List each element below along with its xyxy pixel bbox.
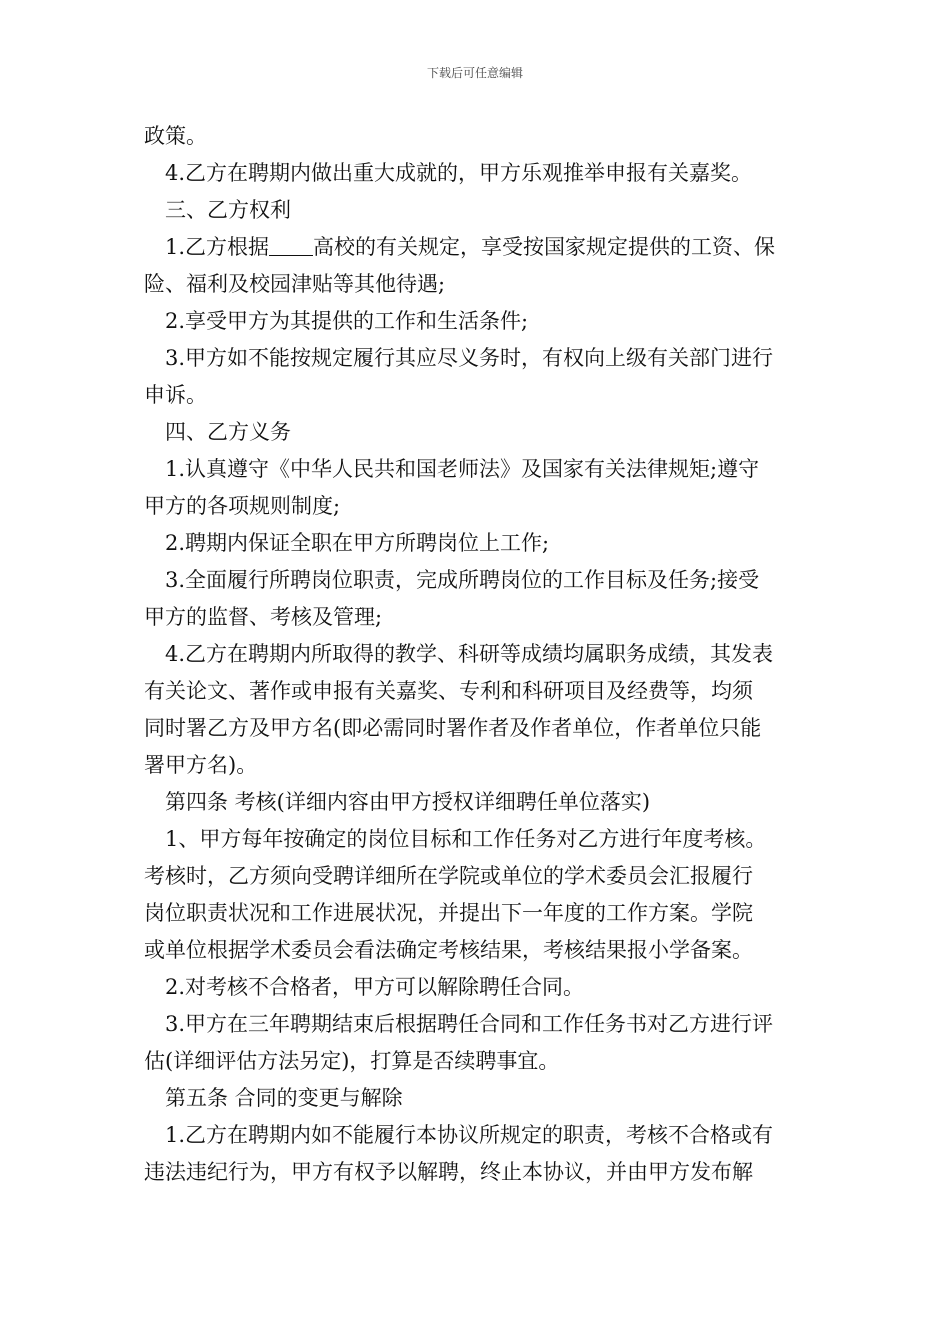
text-line: 2.享受甲方为其提供的工作和生活条件;: [165, 309, 529, 333]
text-line: 3.全面履行所聘岗位职责，完成所聘岗位的工作目标及任务;接受: [165, 568, 760, 592]
text-line: 申诉。: [144, 383, 207, 407]
text-line: 险、福利及校园津贴等其他待遇;: [144, 272, 446, 296]
text-line: [144, 229, 816, 266]
article-heading: 第五条 合同的变更与解除: [165, 1086, 403, 1110]
text-line: 违法违纪行为，甲方有权予以解聘，终止本协议，并由甲方发布解: [144, 1160, 753, 1184]
text-segment: 高校的有关规定，享受按国家规定提供的工资、保: [313, 235, 776, 259]
article-heading: 第四条 考核(详细内容由甲方授权详细聘任单位落实): [165, 790, 651, 814]
text-line: 或单位根据学术委员会看法确定考核结果，考核结果报小学备案。: [144, 938, 753, 962]
page-header: 下载后可任意编辑: [426, 66, 523, 80]
text-line: 4.乙方在聘期内所取得的教学、科研等成绩均属职务成绩，其发表: [165, 642, 774, 666]
text-line: 甲方的各项规则制度;: [144, 494, 341, 518]
fill-in-blank: [269, 235, 313, 256]
text-line: 1、甲方每年按确定的岗位目标和工作任务对乙方进行年度考核。: [165, 827, 767, 851]
text-line: 1.乙方在聘期内如不能履行本协议所规定的职责，考核不合格或有: [165, 1123, 774, 1147]
text-line: 同时署乙方及甲方名(即必需同时署作者及作者单位，作者单位只能: [144, 716, 762, 740]
text-line: 3.甲方如不能按规定履行其应尽义务时，有权向上级有关部门进行: [165, 346, 774, 370]
text-line: 2.聘期内保证全职在甲方所聘岗位上工作;: [165, 531, 550, 555]
text-line: 政策。: [144, 124, 207, 148]
text-segment: 1.乙方根据: [165, 235, 270, 259]
text-line: 有关论文、著作或申报有关嘉奖、专利和科研项目及经费等，均须: [144, 679, 753, 703]
text-line: 考核时，乙方须向受聘详细所在学院或单位的学术委员会汇报履行: [144, 864, 753, 888]
text-line: 甲方的监督、考核及管理;: [144, 605, 383, 629]
text-line: 估(详细评估方法另定)，打算是否续聘事宜。: [144, 1049, 560, 1073]
text-line: 署甲方名)。: [144, 753, 258, 777]
text-line: 4.乙方在聘期内做出重大成就的，甲方乐观推举申报有关嘉奖。: [165, 161, 753, 185]
section-heading: 四、乙方义务: [165, 420, 291, 444]
section-heading: 三、乙方权利: [165, 198, 291, 222]
text-line: 2.对考核不合格者，甲方可以解除聘任合同。: [165, 975, 585, 999]
text-line: 1.认真遵守《中华人民共和国老师法》及国家有关法律规矩;遵守: [165, 457, 760, 481]
text-line: 3.甲方在三年聘期结束后根据聘任合同和工作任务书对乙方进行评: [165, 1012, 774, 1036]
document-body: [144, 118, 816, 1191]
text-line: 岗位职责状况和工作进展状况，并提出下一年度的工作方案。学院: [144, 901, 753, 925]
